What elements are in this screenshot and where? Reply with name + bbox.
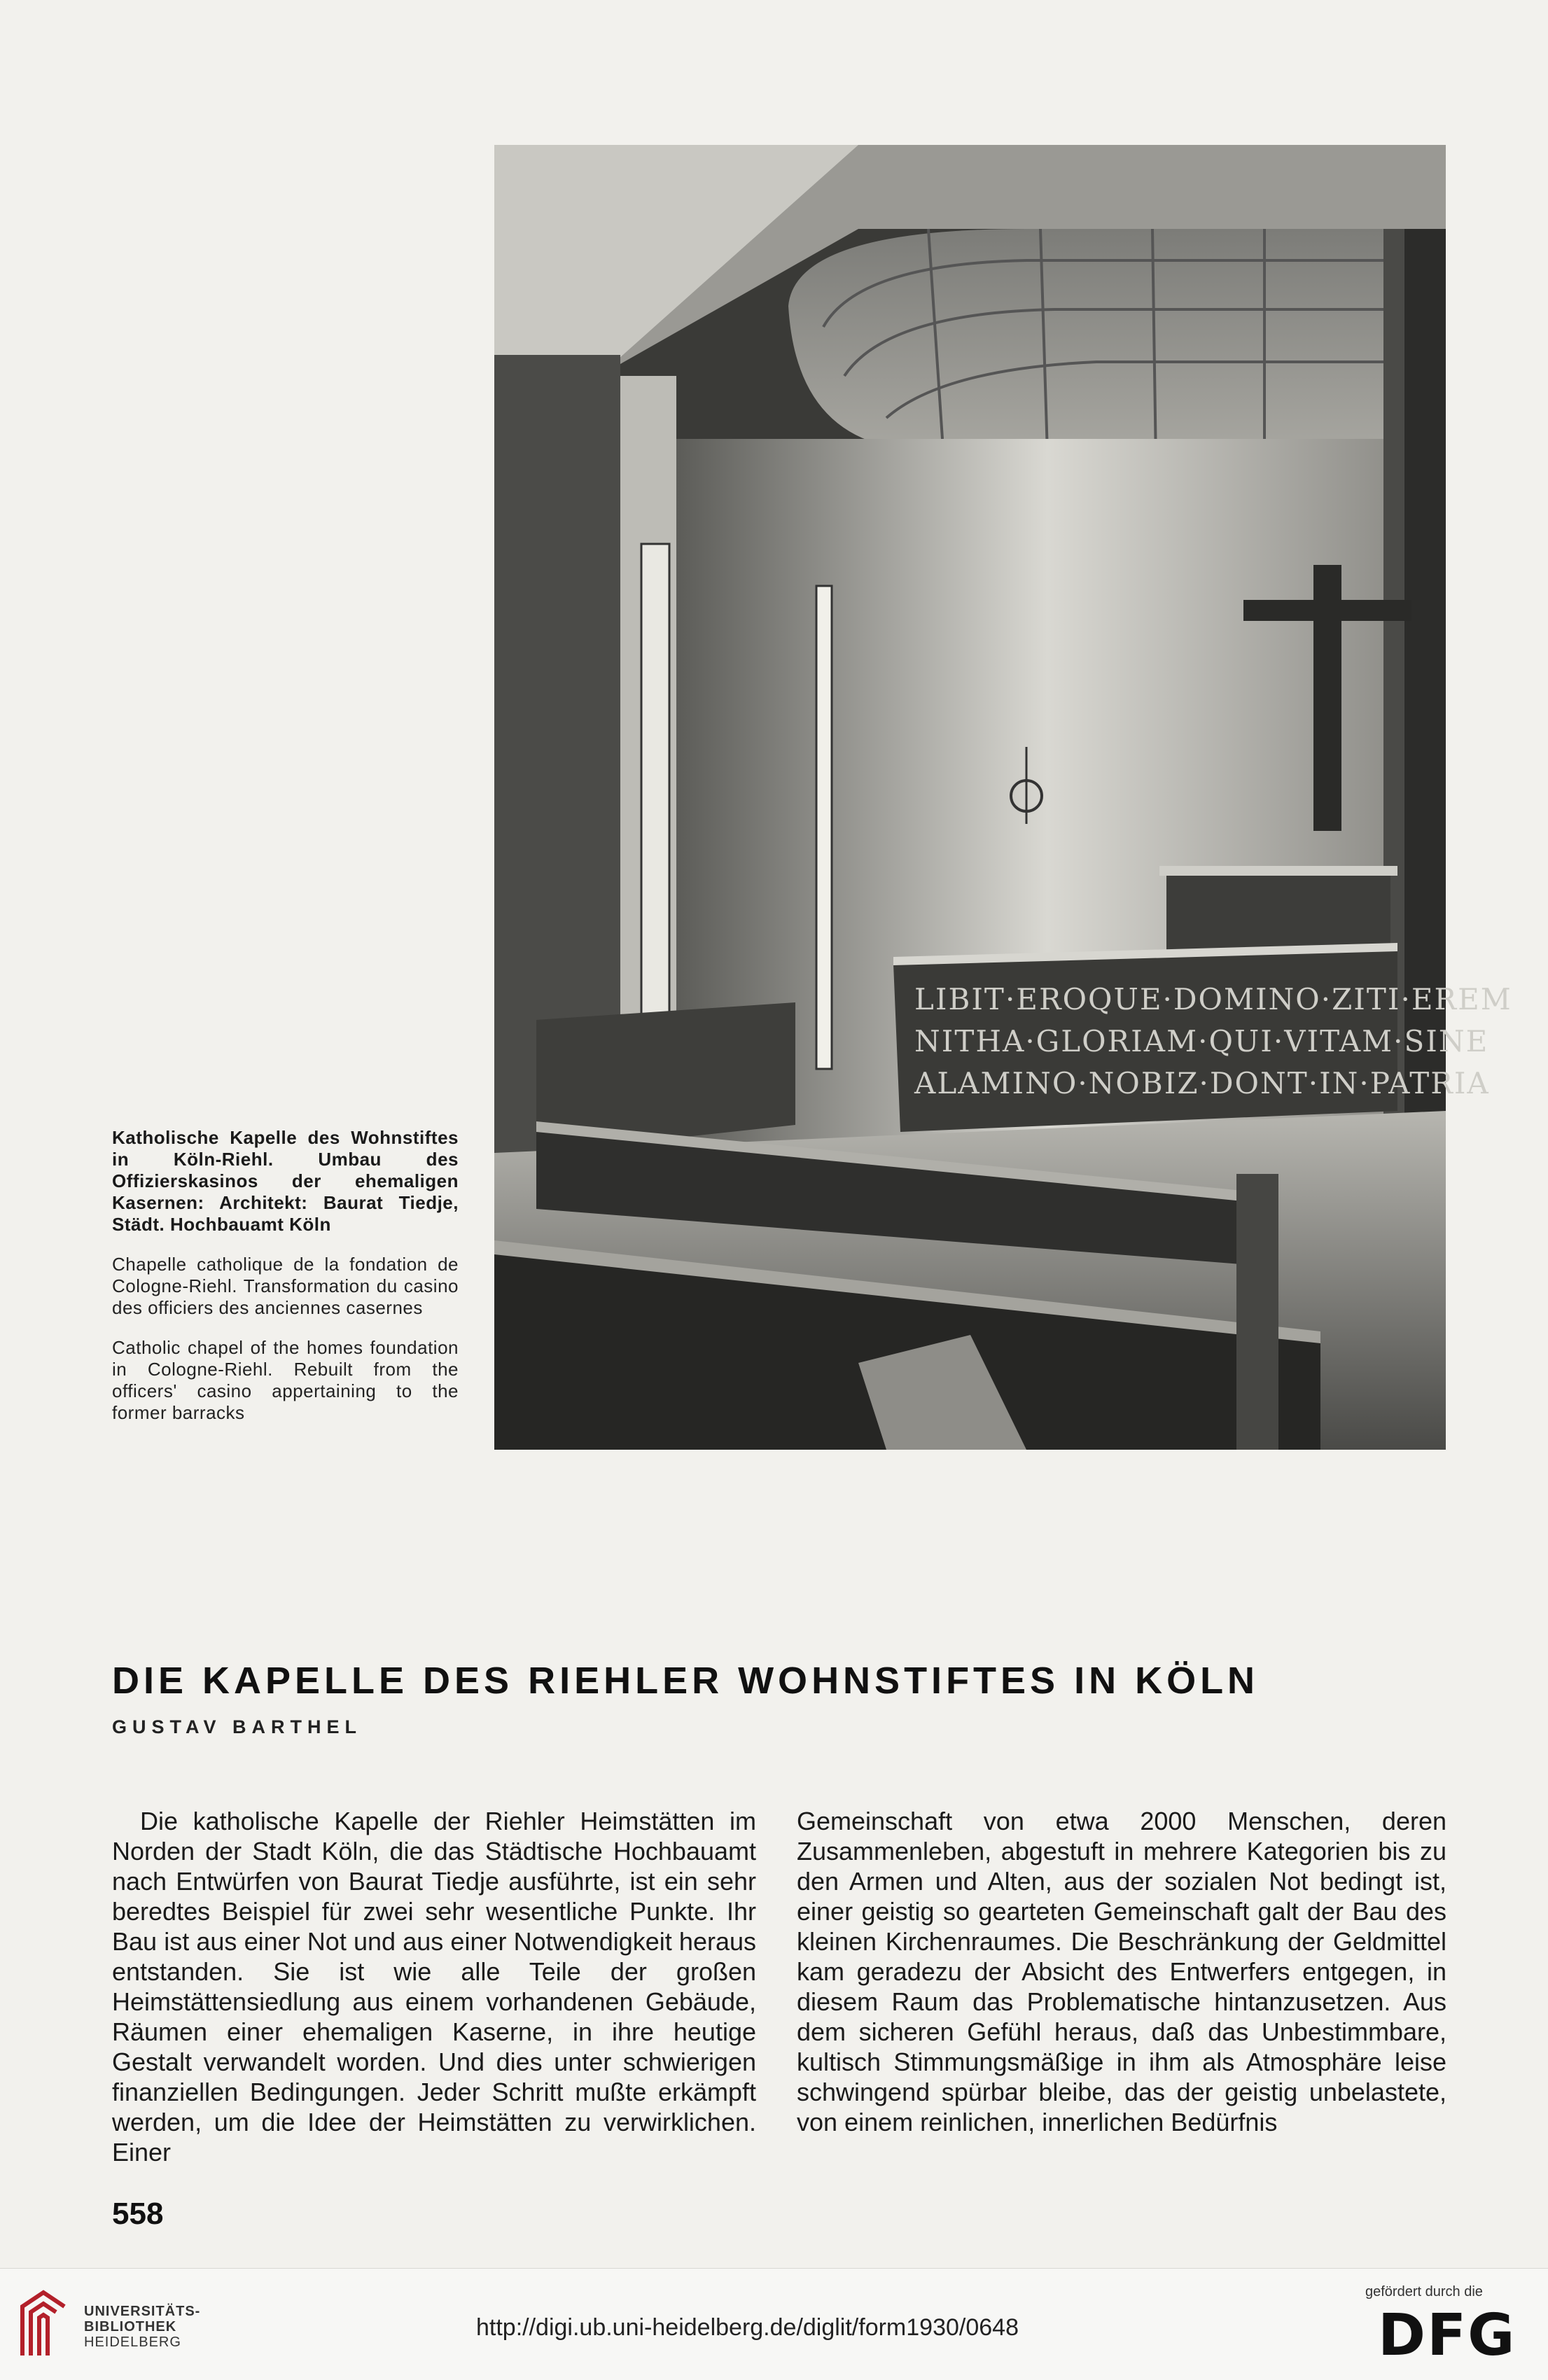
- caption-french: Chapelle catholique de la fondation de Cologne-Riehl. Transformation du casino des officiers des anciennes casernes: [112, 1254, 459, 1318]
- photo-caption: [112, 1127, 459, 1442]
- library-name: [84, 2304, 200, 2350]
- rail-inscription-line-2: NITHA·GLORIAM·QUI·VITAM·SINE: [914, 1024, 1489, 1058]
- caption-german: Katholische Kapelle des Wohnstiftes in Köln-Riehl. Umbau des Offizierskasinos der ehemaligen Kasernen: Architekt: Baurat Tiedje, Städt. Hochbauamt Köln: [112, 1127, 459, 1235]
- library-logo-icon: [15, 2286, 71, 2364]
- rail-inscription-line-3: ALAMINO·NOBIZ·DONT·IN·PATRIA: [914, 1066, 1490, 1100]
- rail-inscription-line-1: LIBIT·EROQUE·DOMINO·ZITI·EREM: [914, 982, 1512, 1016]
- library-name-line-1: UNIVERSITÄTS-: [84, 2304, 201, 2319]
- chapel-photograph: [494, 145, 1512, 1450]
- funding-note: gefördert durch die: [1365, 2284, 1483, 2300]
- page-number: 558: [112, 2197, 164, 2231]
- article-column-left: Die katholische Kapelle der Riehler Heimstätten im Norden der Stadt Köln, die das Städtische Hochbauamt nach Entwürfen von Baurat Tiedje ausführte, ist ein sehr beredtes Beispiel für zwei sehr wesentliche Punkte. Ihr Bau ist aus einer Not und aus einer Notwendigkeit heraus entstanden. Sie ist wie alle Teile der großen Heimstättensiedlung aus einem vorhandenen Gebäude, Räumen einer ehemaligen Kaserne, in ihre heutige Gestalt verwandelt worden. Und dies unter schwierigen finanziellen Bedingungen. Jeder Schritt mußte erkämpft werden, um die Idee der Heimstätten zu verwirklichen. Einer: [112, 1807, 756, 2166]
- dfg-logo: DFG: [1378, 2302, 1516, 2369]
- chapel-interior-image: [494, 145, 1512, 1450]
- article-column-right: Gemeinschaft von etwa 2000 Menschen, deren Zusammenleben, abgestuft in mehrere Kategorien bis zu den Armen und Alten, aus der sozialen Not bedingt ist, einer geistig so gearteten Gemeinschaft galt der Bau des kleinen Kirchenraumes. Die Beschränkung der Geldmittel kam geradezu der Absicht des Entwerfers entgegen, in diesem Raum das Problematische hintanzusetzen. Aus dem sicheren Gefühl heraus, daß das Unbestimmbare, kultisch Stimmungsmäßige in ihm als Atmosphäre leise schwingend spürbar bleibe, das der geistig unbelastete, von einem reinlichen, innerlichen Bedürfnis: [797, 1807, 1446, 2136]
- caption-english: Catholic chapel of the homes foundation in Cologne-Riehl. Rebuilt from the officers' casino appertaining to the former barracks: [112, 1337, 459, 1423]
- library-name-line-3: HEIDELBERG: [84, 2334, 181, 2350]
- article-title: DIE KAPELLE DES RIEHLER WOHNSTIFTES IN KÖLN: [112, 1660, 1260, 1702]
- permalink-url[interactable]: http://digi.ub.uni-heidelberg.de/diglit/form1930/0648: [476, 2314, 1019, 2341]
- library-name-line-2: BIBLIOTHEK: [84, 2319, 177, 2334]
- article-author: GUSTAV BARTHEL: [112, 1716, 362, 1737]
- digitization-footer: [0, 2268, 1548, 2380]
